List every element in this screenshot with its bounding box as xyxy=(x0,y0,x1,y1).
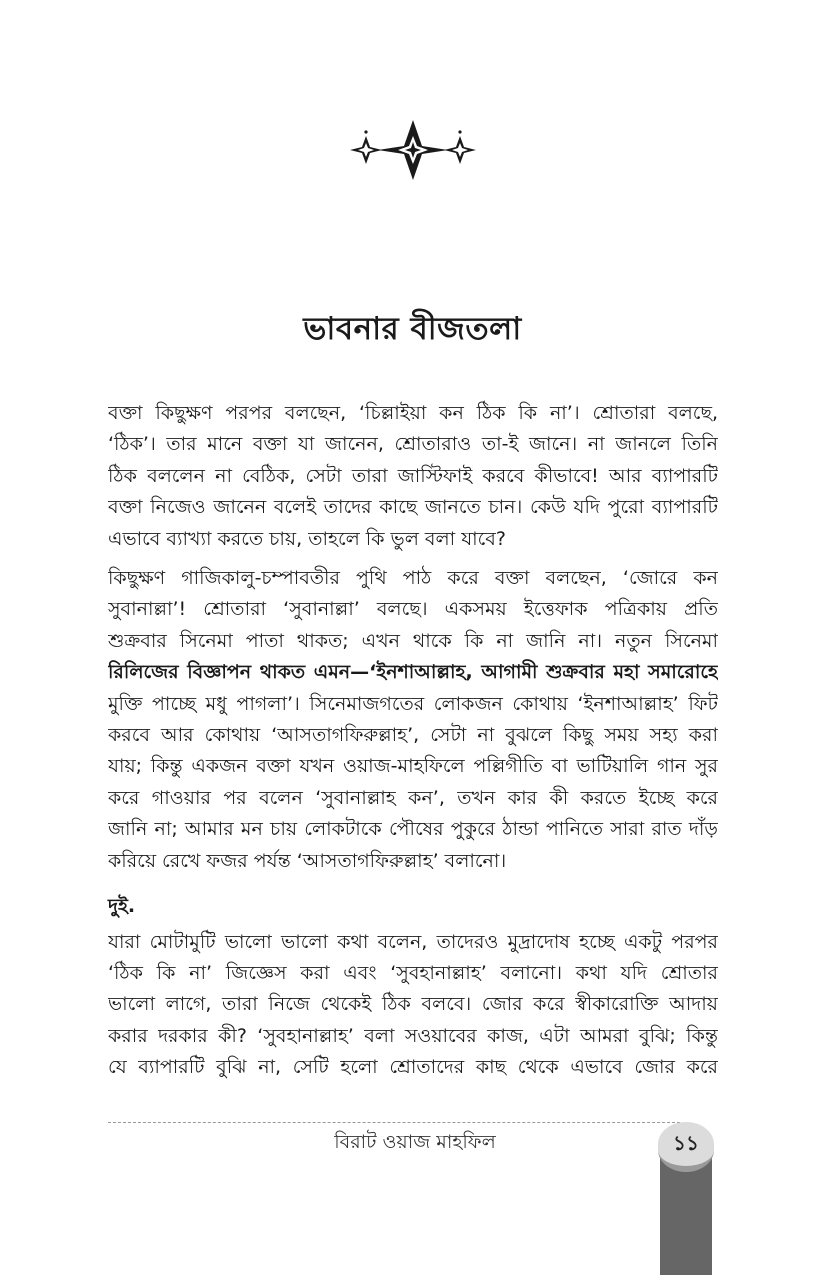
text-line: শুক্রবার সিনেমা পাতা থাকত; এখন থাকে কি না জানি না। নতুন সিনেমা xyxy=(108,629,718,652)
text-line: ‘ঠিক’। তার মানে বক্তা যা জানেন, শ্রোতারাও তা-ই জানে। না জানলে তিনি xyxy=(108,433,718,456)
paragraph-1 xyxy=(108,398,718,555)
paragraph-3 xyxy=(108,927,718,1084)
text-line: বক্তা নিজেও জানেন বলেই তাদের কাছে জানতে চান। কেউ যদি পুরো ব্যাপারটি xyxy=(108,496,718,519)
text-line: করার দরকার কী? ‘সুবহানাল্লাহ’ বলা সওয়াবের কাজ, এটা আমরা বুঝি; কিন্তু xyxy=(108,1024,718,1047)
text-line: সুবানাল্লা’! শ্রোতারা ‘সুবানাল্লা’ বলছে। একসময় ইত্তেফাক পত্রিকায় প্রতি xyxy=(108,598,718,621)
text-line: জানি না; আমার মন চায় লোকটাকে পৌষের পুকুরে ঠান্ডা পানিতে সারা রাত দাঁড় xyxy=(108,818,718,841)
text-line: করে গাওয়ার পর বলেন ‘সুবানাল্লাহ কন’, তখন কার কী করতে ইচ্ছে করে xyxy=(108,786,718,809)
text-line: করিয়ে রেখে ফজর পর্যন্ত ‘আসতাগফিরুল্লাহ’ বলানো। xyxy=(108,849,507,872)
text-line: বক্তা কিছুক্ষণ পরপর বলছেন, ‘চিল্লাইয়া কন ঠিক কি না’। শ্রোতারা বলছে, xyxy=(108,402,718,424)
paragraph-2 xyxy=(108,563,718,877)
chapter-title: ভাবনার বীজতলা xyxy=(303,311,522,347)
text-line-bold: রিলিজের বিজ্ঞাপন থাকত এমন—‘ইনশাআল্লাহ, আগামী শুক্রবার মহা সমারোহে xyxy=(108,661,718,684)
text-line: যে ব্যাপারটি বুঝি না, সেটি হলো শ্রোতাদের কাছ থেকে এভাবে জোর করে xyxy=(108,1056,718,1079)
section-heading: দুই. xyxy=(108,895,136,918)
footer-divider xyxy=(108,1122,680,1123)
text-line: যায়; কিন্তু একজন বক্তা যখন ওয়াজ-মাহফিলে পল্লিগীতি বা ভাটিয়ালি গান সুর xyxy=(108,755,718,778)
text-line: ঠিক বললেন না বেঠিক, সেটা তারা জাস্টিফাই করবে কীভাবে! আর ব্যাপারটি xyxy=(108,464,718,487)
text-line: যারা মোটামুটি ভালো ভালো কথা বলেন, তাদেরও মুদ্রাদোষ হচ্ছে একটু পরপর xyxy=(108,930,718,953)
text-line: কিছুক্ষণ গাজিকালু-চম্পাবতীর পুথি পাঠ করে বক্তা বলছেন, ‘জোরে কন xyxy=(108,567,718,590)
text-line: ভালো লাগে, তারা নিজে থেকেই ঠিক বলবে। জোর করে স্বীকারোক্তি আদায় xyxy=(108,993,718,1016)
text-line: ‘ঠিক কি না’ জিজ্ঞেস করা এবং ‘সুবহানাল্লাহ’ বলানো। কথা যদি শ্রোতার xyxy=(108,961,718,984)
chapter-body xyxy=(108,398,718,1092)
page-number-badge: ১১ xyxy=(658,1122,714,1172)
running-footer-title: বিরাট ওয়াজ মাহফিল xyxy=(334,1131,496,1153)
text-line: এভাবে ব্যাখ্যা করতে চায়, তাহলে কি ভুল বলা যাবে? xyxy=(108,527,506,550)
star-ornament-icon xyxy=(348,118,478,182)
text-line: মুক্তি পাচ্ছে মধু পাগলা’। সিনেমাজগতের লোকজন কোথায় ‘ইনশাআল্লাহ’ ফিট xyxy=(108,692,718,715)
text-line: করবে আর কোথায় ‘আসতাগফিরুল্লাহ’, সেটা না বুঝলে কিছু সময় সহ্য করা xyxy=(108,724,718,747)
